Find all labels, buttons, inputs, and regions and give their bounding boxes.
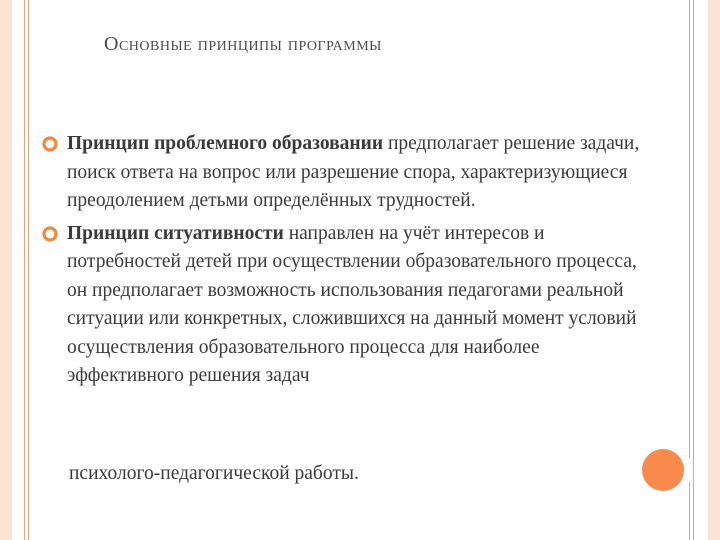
slide-title: Основные принципы программы: [104, 33, 382, 55]
bullet-item-problem-principle: [42, 130, 642, 216]
bullet-list: [42, 130, 642, 395]
bullet-bold-label: Принцип проблемного образовании: [67, 133, 384, 154]
decorative-circle-icon: [642, 449, 684, 491]
bullet-marker-icon: [42, 136, 58, 152]
frame-line-left-inner: [28, 0, 29, 540]
bullet-continuation-line: психолого-педагогической работы.: [69, 463, 359, 484]
bullet-marker-icon: [42, 226, 58, 242]
bullet-text: направлен на учёт интересов и потребностей детей при осуществлении образовательного процесса, он предполагает возможность использования педагогами реальной ситуации или конкретных, сложившихся на данный момент условий осуществления образовательного процесса для наиболее эффективного решения задач: [67, 222, 637, 386]
frame-line-left-outer: [24, 0, 25, 540]
bullet-bold-label: Принцип ситуативности: [67, 222, 284, 244]
bullet-item-situational-principle: [42, 220, 642, 391]
bullet-text: предполагает решение задачи, поиск ответа на вопрос или разрешение спора, характеризующиеся преодолением детьми определённых трудностей.: [67, 133, 640, 211]
frame-line-right-outer: [693, 0, 694, 540]
